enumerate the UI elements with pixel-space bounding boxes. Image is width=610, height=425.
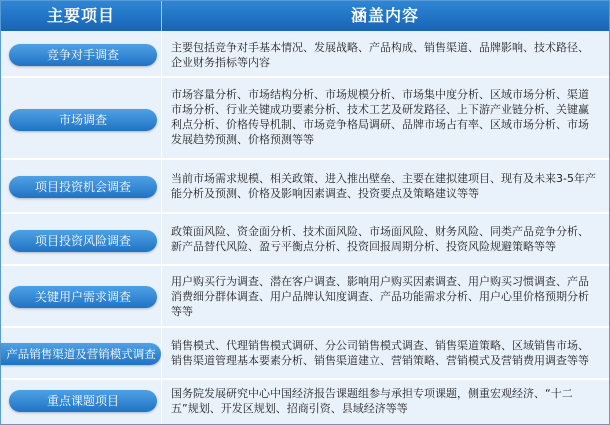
- table-header: [1, 1, 609, 31]
- header-main-items: 主要项目: [46, 6, 115, 25]
- row-label-investment-opportunity: 项目投资机会调查: [9, 176, 157, 198]
- table-row: [1, 380, 609, 424]
- header-coverage: 涵盖内容: [350, 6, 419, 25]
- row-content: 用户购买行为调查、潜在客户调查、影响用户购买因素调查、用户购买习惯调查、产品消费细分群体调查、用户品牌认知度调查、产品功能需求分析、用户心里价格预期分析等等: [171, 275, 589, 318]
- row-label-key-topics: 重点课题项目: [9, 390, 157, 412]
- table-row: [1, 328, 609, 380]
- table-row: [1, 214, 609, 266]
- table-row: [1, 160, 609, 214]
- table-row: [1, 266, 609, 328]
- row-label-investment-risk: 项目投资风险调查: [9, 230, 157, 252]
- row-label-sales-channel: 产品销售渠道及营销模式调查: [1, 343, 161, 365]
- row-label-market: 市场调查: [9, 109, 157, 131]
- table-row: [1, 78, 609, 160]
- column-divider: [161, 31, 162, 424]
- row-label-competitor: 竞争对手调查: [9, 44, 157, 66]
- row-content: 当前市场需求规模、相关政策、进入推出壁垒、主要在建拟建项目、现有及未来3-5年产能分析及预测、价格及影响因素调查、投资要点及策略建议等等: [171, 172, 596, 200]
- row-content: 市场容量分析、市场结构分析、市场规模分析、市场集中度分析、区域市场分析、渠道市场分析、行业关键成功要素分析、技术工艺及研发路径、上下游产业链分析、关键赢利点分析、价格传导机制、市场竞争格局调研、品牌市场占有率、区域市场分析、市场发展趋势预测、价格预测等等: [171, 88, 589, 146]
- row-label-user-demand: 关键用户需求调查: [9, 286, 157, 308]
- row-content: 主要包括竞争对手基本情况、发展战略、产品构成、销售渠道、品牌影响、技术路径、企业财务指标等内容: [171, 41, 589, 69]
- row-content: 政策面风险、资金面分析、技术面风险、市场面风险、财务风险、同类产品竞争分析、新产品替代风险、盈亏平衡点分析、投资回报周期分析、投资风险规避策略等等: [171, 225, 589, 253]
- row-content: 国务院发展研究中心中国经济报告课题组参与承担专项课题，侧重宏观经济、“十二五”规划、开发区规划、招商引资、县域经济等等: [171, 387, 573, 415]
- row-content: 销售模式、代理销售模式调研、分公司销售模式调查、销售渠道策略、区域销售市场、销售渠道管理基本要素分析、销售渠道建立、营销策略、营销模式及营销费用调查等等: [171, 339, 589, 367]
- table-row: [1, 31, 609, 78]
